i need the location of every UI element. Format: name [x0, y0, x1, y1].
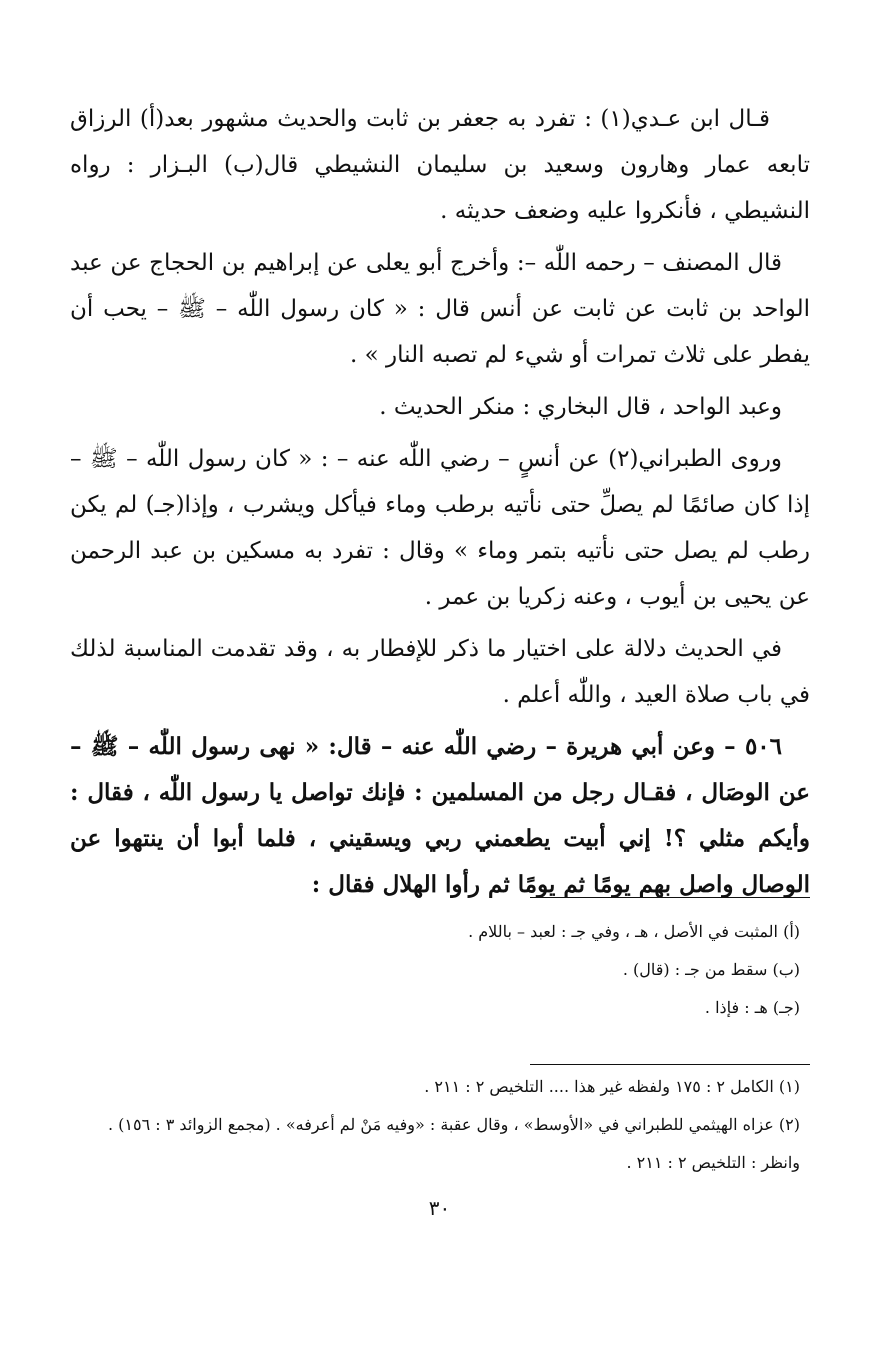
- paragraph-musannif: قال المصنف – رحمه اللّٰه –: وأخرج أبو يعلى عن إبراهيم بن الحجاج عن عبد الواحد بن ثابت عن ثابت عن أنس قال : « كان رسول اللّٰه – ﷺ – يحب أن يفطر على ثلاث تمرات أو شيء لم تصبه النار » .: [70, 250, 810, 368]
- page-number: ٣٠: [428, 1196, 451, 1220]
- footnote-alif: (أ) المثبت في الأصل ، هـ ، وفي جـ : لعبد – باللام .: [468, 922, 800, 941]
- paragraph-hadith-506: ٥٠٦ – وعن أبي هريرة – رضي اللّٰه عنه – قال: « نهى رسول اللّٰه – ﷺ – عن الوصَال ، فقـال رجل من المسلمين : فإنك تواصل يا رسول اللّٰه ، فقال : وأيكم مثلي ؟! إني أبيت يطعمني ربي ويسقيني ، فلما أبوا أن ينتهوا عن الوصال واصل بهم يومًا ثم يومًا ثم رأوا الهلال فقال :: [70, 733, 810, 898]
- footnote-ba: (ب) سقط من جـ : (قال) .: [622, 960, 800, 979]
- footnote-jim: (جـ) هـ : فإذا .: [704, 998, 800, 1017]
- paragraph-commentary: في الحديث دلالة على اختيار ما ذكر للإفطار به ، وقد تقدمت المناسبة لذلك في باب صلاة العيد ، واللّٰه أعلم .: [70, 636, 810, 708]
- paragraph-abdulwahid: وعبد الواحد ، قال البخاري : منكر الحديث .: [379, 394, 782, 420]
- footnote-2: (٢) عزاه الهيثمي للطبراني في «الأوسط» ، وقال عقبة : «وفيه مَنْ لم أعرفه» . (مجمع الزوائد ٣ : ١٥٦) . وانظر : التلخيص ٢ : ٢١١ .: [107, 1115, 800, 1172]
- footnote-1: (١) الكامل ٢ : ١٧٥ ولفظه غير هذا .... التلخيص ٢ : ٢١١ .: [424, 1077, 800, 1096]
- paragraph-tabarani: وروى الطبراني(٢) عن أنسٍ – رضي اللّٰه عنه – : « كان رسول اللّٰه – ﷺ – إذا كان صائمًا لم يصلِّ حتى نأتيه برطب وماء فيأكل ويشرب ، وإذا(جـ) لم يكن رطب لم يصل حتى نأتيه بتمر وماء » وقال : تفرد به مسكين بن عبد الرحمن عن يحيى بن أيوب ، وعنه زكريا بن عمر .: [70, 446, 810, 610]
- footnote-divider-letters: [530, 897, 810, 898]
- main-text-block: [70, 96, 810, 914]
- paragraph-ibn-adi: قـال ابن عـدي(١) : تفرد به جعفر بن ثابت والحديث مشهور بعد(أ) الرزاق تابعه عمار وهارون وسعيد بن سليمان النشيطي قال(ب) البـزار : رواه النشيطي ، فأنكروا عليه وضعف حديثه .: [70, 106, 810, 224]
- footnotes-numbers: [70, 1068, 810, 1182]
- footnotes-letters: [70, 913, 810, 1027]
- footnote-divider-numbers: [530, 1064, 810, 1065]
